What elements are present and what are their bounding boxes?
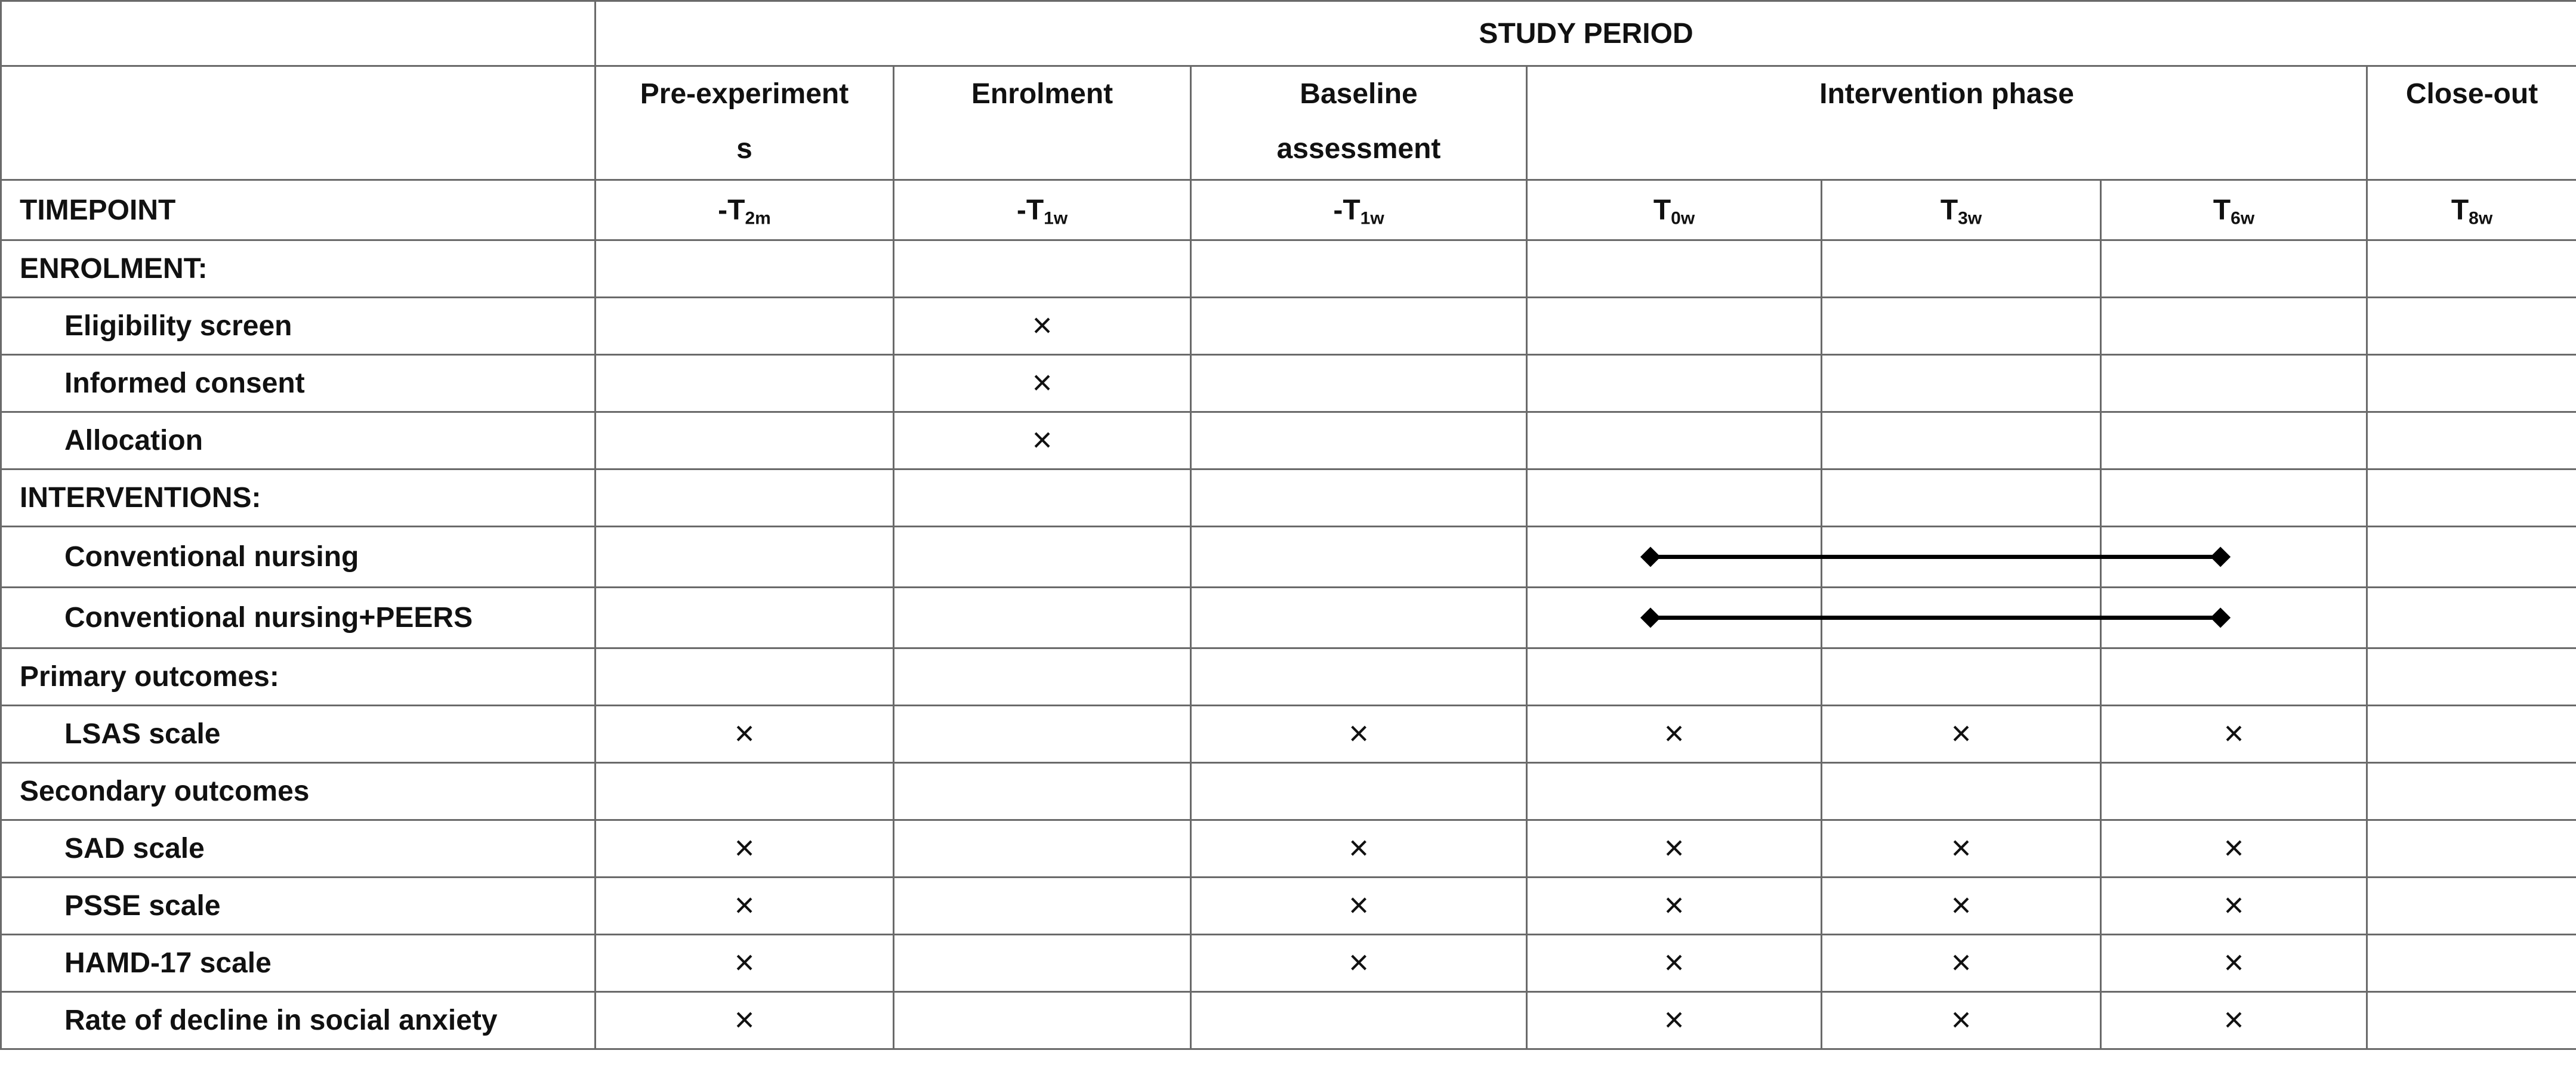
schedule-cell xyxy=(1822,935,2101,992)
schedule-cell xyxy=(1822,412,2101,469)
corner-cell xyxy=(1,1,596,66)
schedule-cell xyxy=(1822,763,2101,820)
schedule-cell xyxy=(596,648,894,706)
schedule-cell xyxy=(1191,355,1527,412)
x-mark-icon: × xyxy=(1032,363,1053,402)
schedule-cell xyxy=(1822,527,2101,588)
row-label: Rate of decline in social anxiety xyxy=(1,992,596,1049)
x-mark-icon: × xyxy=(734,828,755,867)
schedule-cell xyxy=(2367,820,2576,878)
row-label: PSSE scale xyxy=(1,878,596,935)
schedule-cell xyxy=(1527,878,1822,935)
x-mark-icon: × xyxy=(1951,885,1972,925)
schedule-cell xyxy=(1527,935,1822,992)
schedule-cell xyxy=(2367,355,2576,412)
schedule-cell xyxy=(1822,878,2101,935)
x-mark-icon: × xyxy=(1349,885,1369,925)
row-label: HAMD-17 scale xyxy=(1,935,596,992)
schedule-cell xyxy=(2101,706,2367,763)
schedule-cell xyxy=(1191,706,1527,763)
schedule-cell xyxy=(596,527,894,588)
schedule-cell xyxy=(2101,355,2367,412)
row-label: SAD scale xyxy=(1,820,596,878)
row-label: Conventional nursing+PEERS xyxy=(1,588,596,648)
schedule-cell xyxy=(1527,412,1822,469)
schedule-cell xyxy=(1191,935,1527,992)
schedule-cell xyxy=(894,992,1191,1049)
x-mark-icon: × xyxy=(2223,1000,2244,1039)
timepoint-cell: $T_{6w}$ xyxy=(2101,180,2367,240)
schedule-row xyxy=(1,240,2576,298)
timepoint-cell: $-T_{1w}$ xyxy=(894,180,1191,240)
schedule-cell xyxy=(1822,648,2101,706)
period-line: Baseline xyxy=(1300,78,1418,110)
schedule-cell xyxy=(596,298,894,355)
schedule-cell xyxy=(1527,355,1822,412)
row-label: Primary outcomes: xyxy=(1,648,596,706)
period-line: s xyxy=(736,133,752,165)
schedule-cell xyxy=(596,240,894,298)
schedule-cell xyxy=(1527,588,1822,648)
schedule-cell xyxy=(1527,820,1822,878)
schedule-cell xyxy=(596,412,894,469)
period-line: Close-out xyxy=(2405,78,2538,110)
schedule-cell xyxy=(2367,588,2576,648)
row-label: Eligibility screen xyxy=(1,298,596,355)
schedule-cell xyxy=(894,527,1191,588)
row-label: Conventional nursing xyxy=(1,527,596,588)
timepoint-cell: $T_{0w}$ xyxy=(1527,180,1822,240)
x-mark-icon: × xyxy=(1664,713,1685,753)
x-mark-icon: × xyxy=(1664,828,1685,867)
schedule-row xyxy=(1,820,2576,878)
x-mark-icon: × xyxy=(1664,1000,1685,1039)
schedule-cell xyxy=(596,588,894,648)
schedule-cell xyxy=(2367,935,2576,992)
schedule-cell xyxy=(596,355,894,412)
schedule-cell xyxy=(894,588,1191,648)
schedule-row xyxy=(1,469,2576,527)
schedule-cell xyxy=(894,763,1191,820)
schedule-cell xyxy=(1822,298,2101,355)
schedule-cell xyxy=(596,878,894,935)
schedule-cell xyxy=(2101,298,2367,355)
period-close-out xyxy=(2367,66,2576,180)
schedule-cell xyxy=(1191,298,1527,355)
schedule-cell xyxy=(2101,240,2367,298)
x-mark-icon: × xyxy=(1349,943,1369,982)
schedule-cell xyxy=(2101,412,2367,469)
row-label: Informed consent xyxy=(1,355,596,412)
x-mark-icon: × xyxy=(734,713,755,753)
x-mark-icon: × xyxy=(1664,943,1685,982)
schedule-cell xyxy=(2101,469,2367,527)
schedule-row xyxy=(1,355,2576,412)
schedule-cell xyxy=(1191,527,1527,588)
x-mark-icon: × xyxy=(2223,943,2244,982)
schedule-cell xyxy=(1527,992,1822,1049)
schedule-cell xyxy=(1527,648,1822,706)
period-enrolment xyxy=(894,66,1191,180)
period-line: Enrolment xyxy=(971,78,1113,110)
timepoint-cell: $-T_{1w}$ xyxy=(1191,180,1527,240)
x-mark-icon: × xyxy=(734,885,755,925)
schedule-cell xyxy=(2367,298,2576,355)
schedule-cell xyxy=(1527,763,1822,820)
schedule-cell xyxy=(1527,469,1822,527)
schedule-cell xyxy=(1822,469,2101,527)
x-mark-icon: × xyxy=(1951,828,1972,867)
period-line: Intervention phase xyxy=(1819,78,2074,110)
timepoint-label: TIMEPOINT xyxy=(1,180,596,240)
x-mark-icon: × xyxy=(1951,1000,1972,1039)
schedule-cell xyxy=(1527,240,1822,298)
row-label: INTERVENTIONS: xyxy=(1,469,596,527)
x-mark-icon: × xyxy=(2223,713,2244,753)
schedule-cell xyxy=(2367,878,2576,935)
schedule-cell xyxy=(894,412,1191,469)
schedule-cell xyxy=(2367,992,2576,1049)
schedule-cell xyxy=(2367,706,2576,763)
schedule-cell xyxy=(1191,763,1527,820)
x-mark-icon: × xyxy=(1349,713,1369,753)
schedule-cell xyxy=(1822,820,2101,878)
schedule-cell xyxy=(2101,820,2367,878)
schedule-cell xyxy=(894,469,1191,527)
schedule-cell xyxy=(1191,412,1527,469)
row-label: Secondary outcomes xyxy=(1,763,596,820)
x-mark-icon: × xyxy=(1951,713,1972,753)
schedule-cell xyxy=(2101,763,2367,820)
schedule-cell xyxy=(2101,992,2367,1049)
period-line: Pre-experiment xyxy=(640,78,849,110)
schedule-cell xyxy=(1822,588,2101,648)
schedule-cell xyxy=(894,820,1191,878)
schedule-cell xyxy=(894,648,1191,706)
row-label: Allocation xyxy=(1,412,596,469)
schedule-cell xyxy=(1191,820,1527,878)
schedule-row xyxy=(1,992,2576,1049)
period-line: assessment xyxy=(1276,133,1441,165)
schedule-row xyxy=(1,588,2576,648)
schedule-cell xyxy=(2367,240,2576,298)
schedule-cell xyxy=(1822,240,2101,298)
schedule-cell xyxy=(2367,763,2576,820)
schedule-cell xyxy=(2101,648,2367,706)
schedule-row xyxy=(1,527,2576,588)
schedule-cell xyxy=(2367,412,2576,469)
schedule-cell xyxy=(1527,527,1822,588)
schedule-cell xyxy=(2367,648,2576,706)
periods-row xyxy=(1,66,2576,180)
x-mark-icon: × xyxy=(734,1000,755,1039)
row-label: LSAS scale xyxy=(1,706,596,763)
study-period-header: STUDY PERIOD xyxy=(596,1,2576,66)
schedule-row xyxy=(1,763,2576,820)
timepoint-cell: $T_{3w}$ xyxy=(1822,180,2101,240)
x-mark-icon: × xyxy=(1664,885,1685,925)
schedule-cell xyxy=(1822,706,2101,763)
schedule-cell xyxy=(894,935,1191,992)
schedule-cell xyxy=(1822,992,2101,1049)
x-mark-icon: × xyxy=(1951,943,1972,982)
period-intervention-phase xyxy=(1527,66,2367,180)
study-period-row xyxy=(1,1,2576,66)
schedule-cell xyxy=(894,878,1191,935)
schedule-cell xyxy=(894,355,1191,412)
schedule-cell xyxy=(1191,240,1527,298)
x-mark-icon: × xyxy=(1032,305,1053,345)
schedule-row xyxy=(1,412,2576,469)
schedule-cell xyxy=(596,763,894,820)
timepoint-cell: $-T_{2m}$ xyxy=(596,180,894,240)
schedule-cell xyxy=(1527,298,1822,355)
schedule-row xyxy=(1,878,2576,935)
schedule-cell xyxy=(894,706,1191,763)
schedule-row xyxy=(1,706,2576,763)
x-mark-icon: × xyxy=(1349,828,1369,867)
schedule-cell xyxy=(2367,469,2576,527)
schedule-cell xyxy=(596,992,894,1049)
schedule-cell xyxy=(596,706,894,763)
schedule-cell xyxy=(1527,706,1822,763)
schedule-cell xyxy=(1191,992,1527,1049)
schedule-row xyxy=(1,298,2576,355)
schedule-cell xyxy=(1191,588,1527,648)
x-mark-icon: × xyxy=(2223,885,2244,925)
schedule-cell xyxy=(894,298,1191,355)
row-label: ENROLMENT: xyxy=(1,240,596,298)
timepoint-row xyxy=(1,180,2576,240)
x-mark-icon: × xyxy=(734,943,755,982)
schedule-cell xyxy=(1822,355,2101,412)
timepoint-cell: $T_{8w}$ xyxy=(2367,180,2576,240)
period-baseline-assessment xyxy=(1191,66,1527,180)
x-mark-icon: × xyxy=(1032,420,1053,459)
schedule-cell xyxy=(2101,527,2367,588)
x-mark-icon: × xyxy=(2223,828,2244,867)
schedule-cell xyxy=(2367,527,2576,588)
schedule-cell xyxy=(596,935,894,992)
periods-row-label xyxy=(1,66,596,180)
period-pre-experiments xyxy=(596,66,894,180)
schedule-cell xyxy=(1191,648,1527,706)
schedule-cell xyxy=(2101,878,2367,935)
schedule-cell xyxy=(894,240,1191,298)
schedule-cell xyxy=(1191,878,1527,935)
schedule-cell xyxy=(2101,935,2367,992)
schedule-cell xyxy=(2101,588,2367,648)
schedule-row xyxy=(1,935,2576,992)
schedule-cell xyxy=(596,469,894,527)
schedule-row xyxy=(1,648,2576,706)
schedule-cell xyxy=(1191,469,1527,527)
schedule-cell xyxy=(596,820,894,878)
